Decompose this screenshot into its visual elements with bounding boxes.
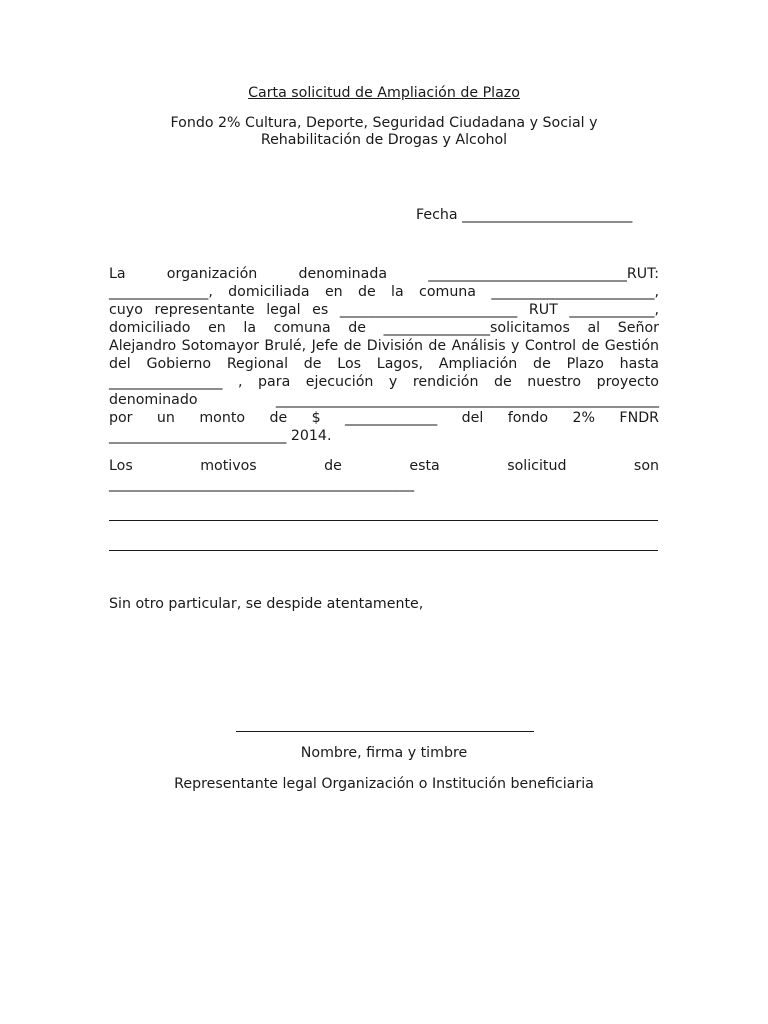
reasons-line: ___________________________________________ (109, 476, 415, 492)
representative-label: Representante legal Organización o Institución beneficiaria (174, 776, 594, 792)
reasons-paragraph (109, 457, 659, 493)
reasons-blank-line (109, 550, 658, 551)
reasons-line: Los motivos de esta solicitud son (109, 458, 659, 474)
paragraph-line: _________________________ 2014. (109, 428, 332, 444)
letter-subtitle: Fondo 2% Cultura, Deporte, Seguridad Ciudadana y Social y Rehabilitación de Drogas y Alcohol (170, 115, 598, 148)
paragraph-line: ______________, domiciliada en de la comuna _______________________, (109, 284, 659, 300)
paragraph-line: domiciliado en la comuna de _______________solicitamos al Señor (109, 320, 659, 336)
paragraph-line: denominado ______________________________________________________ (109, 392, 659, 408)
paragraph-line: por un monto de $ _____________ del fondo 2% FNDR (109, 410, 659, 426)
reasons-blank-line (109, 520, 658, 521)
letter-title: Carta solicitud de Ampliación de Plazo (248, 85, 520, 101)
closing-text: Sin otro particular, se despide atentamente, (109, 596, 424, 612)
paragraph-line: Alejandro Sotomayor Brulé, Jefe de División de Análisis y Control de Gestión (109, 338, 659, 354)
signature-line (236, 731, 534, 732)
paragraph-line: del Gobierno Regional de Los Lagos, Ampliación de Plazo hasta (109, 356, 659, 372)
date-field: Fecha ________________________ (416, 207, 633, 223)
paragraph-line: ________________ , para ejecución y rendición de nuestro proyecto (109, 374, 659, 390)
paragraph-line: La organización denominada ____________________________RUT: (109, 266, 659, 282)
request-paragraph (109, 265, 659, 445)
signature-label: Nombre, firma y timbre (300, 745, 468, 761)
paragraph-line: cuyo representante legal es _________________________ RUT ____________, (109, 302, 659, 318)
